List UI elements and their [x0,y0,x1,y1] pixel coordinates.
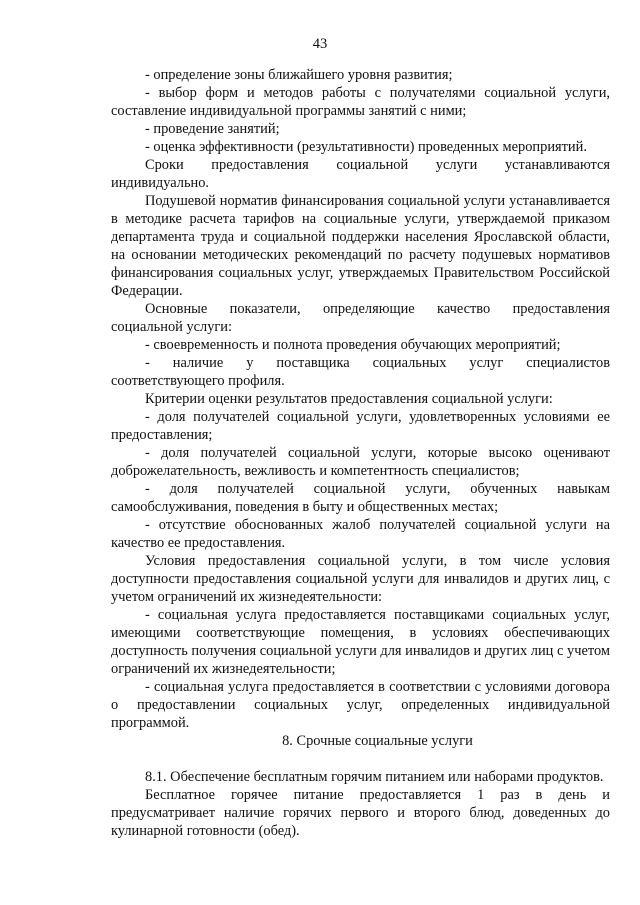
paragraph: - доля получателей социальной услуги, обученных навыкам самообслуживания, поведения в быту и общественных местах; [111,481,610,515]
paragraph: Критерии оценки результатов предоставления социальной услуги: [145,391,553,407]
paragraph: - проведение занятий; [145,121,280,137]
page-number: 43 [312,36,328,52]
paragraph: - отсутствие обоснованных жалоб получателей социальной услуги на качество ее предоставления. [111,517,610,551]
paragraph: - социальная услуга предоставляется поставщиками социальных услуг, имеющими соответствующие помещения, в условиях обеспечивающих доступность получения социальной услуги для инвалидов и других лиц с учетом ограничений их жизнедеятельности; [111,607,610,677]
paragraph: Подушевой норматив финансирования социальной услуги устанавливается в методике расчета тарифов на социальные услуги, утверждаемой приказом департамента труда и социальной поддержки населения Ярославской области, на основании методических рекомендаций по расчету подушевых нормативов финансирования социальных услуг, утверждаемых Правительством Российской Федерации. [111,193,610,299]
paragraph: - выбор форм и методов работы с получателями социальной услуги, составление индивидуальной программы занятий с ними; [111,85,610,119]
paragraph: - доля получателей социальной услуги, удовлетворенных условиями ее предоставления; [111,409,610,443]
paragraph: Сроки предоставления социальной услуги устанавливаются индивидуально. [111,157,610,191]
paragraph: - доля получателей социальной услуги, которые высоко оценивают доброжелательность, вежливость и компетентность специалистов; [111,445,610,479]
paragraph: - оценка эффективности (результативности) проведенных мероприятий. [145,139,587,155]
paragraph: Бесплатное горячее питание предоставляется 1 раз в день и предусматривает наличие горячих первого и второго блюд, доведенных до кулинарной готовности (обед). [111,787,610,839]
paragraph: - социальная услуга предоставляется в соответствии с условиями договора о предоставлении социальных услуг, определенных индивидуальной программой. [111,679,610,731]
spacer [111,750,610,768]
paragraph: - своевременность и полнота проведения обучающих мероприятий; [145,337,561,353]
paragraph: - определение зоны ближайшего уровня развития; [145,67,453,83]
paragraph: Основные показатели, определяющие качество предоставления социальной услуги: [111,301,610,335]
section-heading: 8. Срочные социальные услуги [282,733,473,749]
page-body [111,66,610,840]
paragraph: Условия предоставления социальной услуги, в том числе условия доступности предоставления социальной услуги для инвалидов и других лиц, с учетом ограничений их жизнедеятельности: [111,553,610,605]
paragraph: - наличие у поставщика социальных услуг специалистов соответствующего профиля. [111,355,610,389]
paragraph: 8.1. Обеспечение бесплатным горячим питанием или наборами продуктов. [145,769,604,785]
